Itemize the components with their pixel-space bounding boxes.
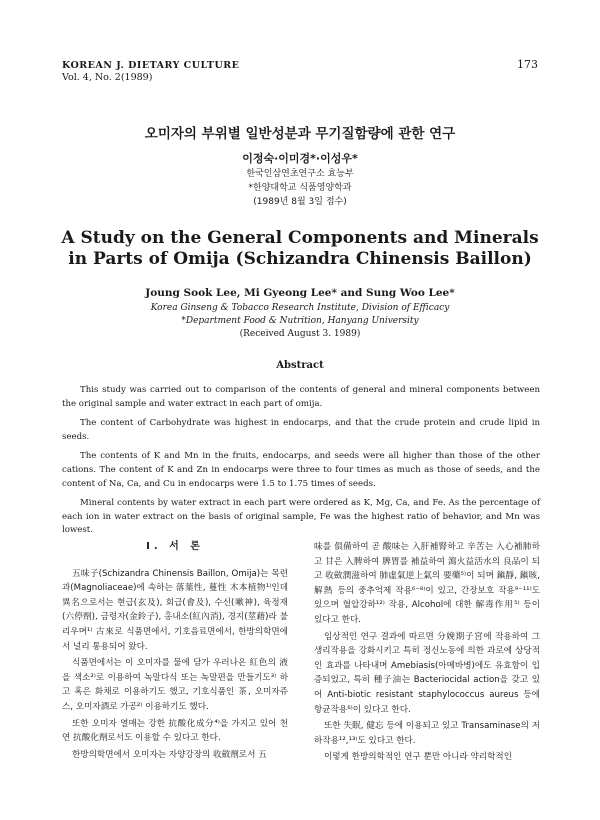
body-paragraph: 식품면에서는 이 오미자를 물에 담가 우러나온 紅色의 液을 색소²⁾로 이용하여 녹말다식 또는 녹말편을 만들기도³⁾ 하고 혹은 화채로 이용하기도 했고, 기호식품인 茶, 오미자쥬스, 오미자酒로 가공²⁾ 이용하기도 했다. [62, 658, 288, 712]
abstract-heading: Abstract [276, 360, 324, 371]
english-affiliation-2: *Department Food & Nutrition, Hanyang University [181, 316, 419, 326]
abstract-paragraph: The content of Carbohydrate was highest in endocarps, and that the crude protein and crude lipid in seeds. [62, 418, 540, 442]
korean-affiliation-1: 한국인삼연초연구소 효능부 [246, 169, 354, 179]
abstract-paragraph: Mineral contents by water extract in each part were ordered as K, Mg, Ca, and Fe. As the percentage of each ion in water extract on the basis of original sample, Fe was the highest ratio of behavior, and Mn was lowest. [62, 498, 540, 536]
page-number: 173 [517, 58, 538, 71]
body-paragraph: 이렇게 한방의학적인 연구 뿐만 아니라 약리학적인 [324, 752, 512, 763]
abstract-body [62, 384, 540, 544]
body-paragraph: 또한 失眠, 健忘 등에 이용되고 있고 Transaminase의 저하작용¹²,¹³⁾도 있다고 한다. [314, 721, 540, 746]
section-heading: I. 서 론 [146, 541, 204, 552]
english-title: A Study on the General Components and Minerals in Parts of Omija (Schizandra Chinensis Baillon) [61, 228, 539, 269]
english-received-date: (Received August 3. 1989) [239, 329, 361, 339]
korean-received-date: (1989년 8월 3일 접수) [253, 197, 347, 207]
korean-affiliations [0, 167, 600, 209]
abstract-paragraph: This study was carried out to comparison of the contents of general and mineral components between the original sample and water extract in each part of omija. [62, 385, 540, 409]
english-authors: Joung Sook Lee, Mi Gyeong Lee* and Sung Woo Lee* [145, 287, 455, 299]
journal-header [62, 60, 239, 84]
english-affiliations [0, 302, 600, 341]
korean-authors: 이정숙·이미경*·이성우* [242, 152, 358, 165]
english-affiliation-1: Korea Ginseng & Tobacco Research Institute, Division of Efficacy [150, 303, 450, 313]
body-paragraph: 임상적인 연구 결과에 따르면 分娩期子宮에 작용하여 그 생리작용을 강화시키고 특히 정신노동에 의한 과로에 상당적인 효과를 나타내며 Amebiasis(아메바병)에도 유효함이 입증되었고, 특히 種子油는 Bacteriocidal action을 갖고 있어 Anti-biotic resistant staphylococcus aureus 등에 항균작용⁶⁾이 있다고 한다. [314, 631, 540, 715]
journal-volume: Vol. 4, No. 2(1989) [62, 72, 153, 83]
abstract-paragraph: The contents of K and Mn in the fruits, endocarps, and seeds were all higher than those of the other cations. The content of K and Zn in endocarps were three to four times as much as those of seeds, and the content of Na, Ca, and Cu in endocarps were 1.5 to 1.75 times of seeds. [62, 451, 540, 489]
body-right-column [314, 540, 540, 767]
journal-name: KOREAN J. DIETARY CULTURE [62, 60, 240, 71]
body-left-column [62, 540, 288, 764]
body-paragraph: 味를 俱備하여 곧 酸味는 入肝補腎하고 辛苦는 入心補肺하고 甘은 入脾하여 脾胃를 補益하여 瀉火益活水의 良品이 되고 收斂潤滋하여 肺虛氣逆上氣의 要藥⁵⁾이 되며 鎭靜, 鎭咳, 解熱 등의 중추억제 작용⁶⁻⁸⁾이 있고, 간장보호 작용⁹⁻¹¹⁾도 있으며 혈압강하¹²⁾ 작용, Alcohol에 대한 解毒作用⁵⁾ 등이 있다고 한다. [314, 542, 540, 625]
korean-affiliation-2: *한양대학교 식품영양학과 [248, 183, 352, 193]
body-paragraph: 한방의학면에서 오미자는 자양강장의 收斂劑로서 五 [72, 749, 267, 760]
korean-title: 오미자의 부위별 일반성분과 무기질함량에 관한 연구 [144, 126, 456, 142]
body-paragraph: 五味子(Schizandra Chinensis Baillon, Omija)는 목련과(Magnoliaceae)에 속하는 落葉性, 蔓性 木本植物¹⁾인데 異名으로서는 현급(玄及), 회급(會及), 수신(嗽神), 육정재(六停劑), 금령자(金鈴子), 홍내소(紅內消), 경지(莖藉)라 불리우며¹⁾ 古來로 식품면에서, 기호음료면에서, 한방의학면에서 널리 통용되어 왔다. [62, 568, 288, 652]
body-paragraph: 또한 오미자 열매는 강한 抗酸化成分⁴⁾을 가지고 있어 천연 抗酸化劑로서도 이용할 수 있다고 한다. [62, 718, 288, 744]
